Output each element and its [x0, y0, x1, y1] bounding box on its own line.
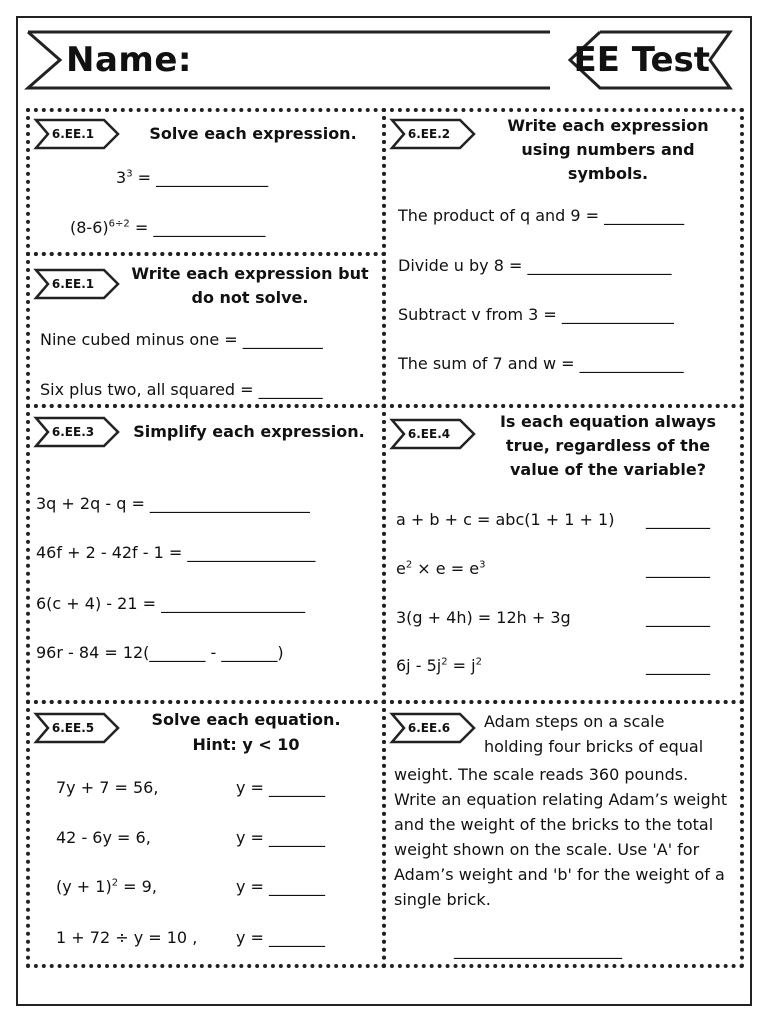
standard-tag: [32, 118, 122, 150]
answer-blank: _____________________: [454, 940, 622, 959]
word-problem-line: Adam steps on a scale: [484, 712, 665, 731]
expression-item: The sum of 7 and w = _____________: [398, 354, 684, 373]
expression-item: Nine cubed minus one = __________: [40, 330, 323, 349]
standard-tag: [32, 268, 122, 300]
answer-blank: ________: [646, 559, 710, 578]
standard-tag: [32, 416, 122, 448]
standard-tag: [388, 712, 478, 744]
answer-blank: ________: [646, 656, 710, 675]
tag-label: 6.EE.4: [407, 427, 451, 441]
standard-tag: [388, 418, 478, 450]
equation-item: $6j - 5j^2 = j^2$: [396, 656, 482, 675]
expression-item: 96r - 84 = 12(_______ - _______): [36, 643, 284, 662]
answer-blank: y = _______: [236, 778, 326, 797]
expression-item: 46f + 2 - 42f - 1 = ________________: [36, 543, 316, 562]
equation-item: 3(g + 4h) = 12h + 3g: [396, 608, 571, 627]
section-title: Write each expression using numbers and symbols.: [507, 116, 709, 183]
expression-item: $(8-6)^{6\div 2}$ = ______________: [70, 218, 266, 237]
answer-blank: ________: [646, 510, 710, 529]
equation-item: a + b + c = abc(1 + 1 + 1): [396, 510, 615, 529]
section-title: Is each equation always true, regardless of the value of the variable?: [499, 412, 717, 479]
answer-blank: y = _______: [236, 828, 326, 847]
section-title: Simplify each expression.: [133, 422, 365, 441]
equation-item: 7y + 7 = 56,: [56, 778, 159, 797]
standard-tag: [388, 118, 478, 150]
expression-item: 3q + 2q - q = ____________________: [36, 494, 310, 513]
word-problem-text: weight. The scale reads 360 pounds. Write an equation relating Adam’s weight and the weight of the bricks to the total weight shown on the scale. Use 'A' for Adam’s weight and 'b' for the weight of a single brick.: [394, 765, 728, 909]
expression-item: Divide u by 8 = __________________: [398, 256, 672, 275]
expression-item: $3^3$ = ______________: [116, 168, 269, 187]
name-label: Name:: [66, 40, 192, 80]
tag-label: 6.EE.1: [51, 277, 95, 291]
tag-label: 6.EE.6: [407, 721, 451, 735]
tag-label: 6.EE.2: [407, 127, 451, 141]
section-title: Solve each expression.: [149, 124, 357, 143]
answer-blank: y = _______: [236, 928, 326, 947]
tag-label: 6.EE.3: [51, 425, 95, 439]
equation-item: 42 - 6y = 6,: [56, 828, 151, 847]
expression-item: 6(c + 4) - 21 = __________________: [36, 594, 306, 613]
expression-item: The product of q and 9 = __________: [398, 206, 685, 225]
section-title: Solve each equation.: [151, 710, 341, 729]
section-hint: Hint: y < 10: [192, 735, 300, 754]
section-title: Write each expression but do not solve.: [131, 264, 369, 307]
equation-item: 1 + 72 ÷ y = 10 ,: [56, 928, 198, 947]
equation-item: $(y + 1)^2 = 9$,: [56, 877, 157, 896]
test-title: EE Test: [573, 40, 710, 80]
tag-label: 6.EE.1: [51, 127, 95, 141]
expression-item: Six plus two, all squared = ________: [40, 380, 323, 399]
word-problem-line: holding four bricks of equal: [484, 737, 704, 756]
answer-blank: y = _______: [236, 877, 326, 896]
standard-tag: [32, 712, 122, 744]
answer-blank: ________: [646, 608, 710, 627]
equation-item: $e^2 \times e = e^3$: [396, 559, 486, 578]
tag-label: 6.EE.5: [51, 721, 95, 735]
expression-item: Subtract v from 3 = ______________: [398, 305, 674, 324]
